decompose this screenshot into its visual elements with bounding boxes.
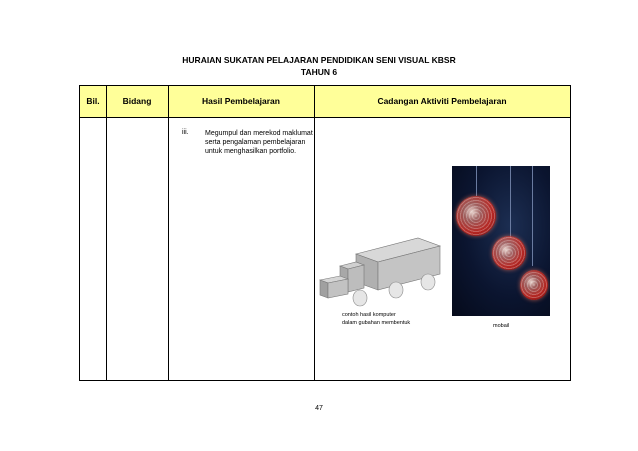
hanging-thread [510, 166, 511, 238]
mobile-caption: mobail [493, 323, 510, 329]
truck-caption-line-1: contoh hasil komputer [342, 312, 396, 318]
header-hasil-pembelajaran: Hasil Pembelajaran [202, 96, 280, 106]
truck-caption-line-2: dalam gubahan membentuk [342, 320, 411, 326]
mobile-ball [492, 236, 526, 270]
title-line-1: HURAIAN SUKATAN PELAJARAN PENDIDIKAN SENI VISUAL KBSR [182, 55, 456, 65]
mobile-ball [456, 196, 496, 236]
item-number: iii. [182, 129, 189, 136]
header-cadangan-aktiviti: Cadangan Aktiviti Pembelajaran [377, 96, 507, 106]
column-divider [106, 86, 107, 380]
truck-caption [342, 311, 410, 327]
mobile-ball [520, 270, 548, 300]
header-bil: Bil. [86, 96, 100, 106]
header-bidang: Bidang [122, 96, 152, 106]
hanging-thread [476, 166, 477, 196]
page-number: 47 [315, 405, 323, 412]
document-title [0, 54, 638, 78]
truck-model-image [318, 234, 448, 314]
table-header-row [80, 86, 570, 118]
column-divider [168, 86, 169, 380]
title-line-2: TAHUN 6 [300, 67, 338, 77]
syllabus-table [79, 85, 571, 381]
hanging-thread [532, 166, 533, 266]
learning-outcome-text: Megumpul dan merekod maklumat serta pengalaman pembelajaran untuk menghasilkan portfolio. [205, 130, 313, 155]
mobile-photo [452, 166, 550, 316]
